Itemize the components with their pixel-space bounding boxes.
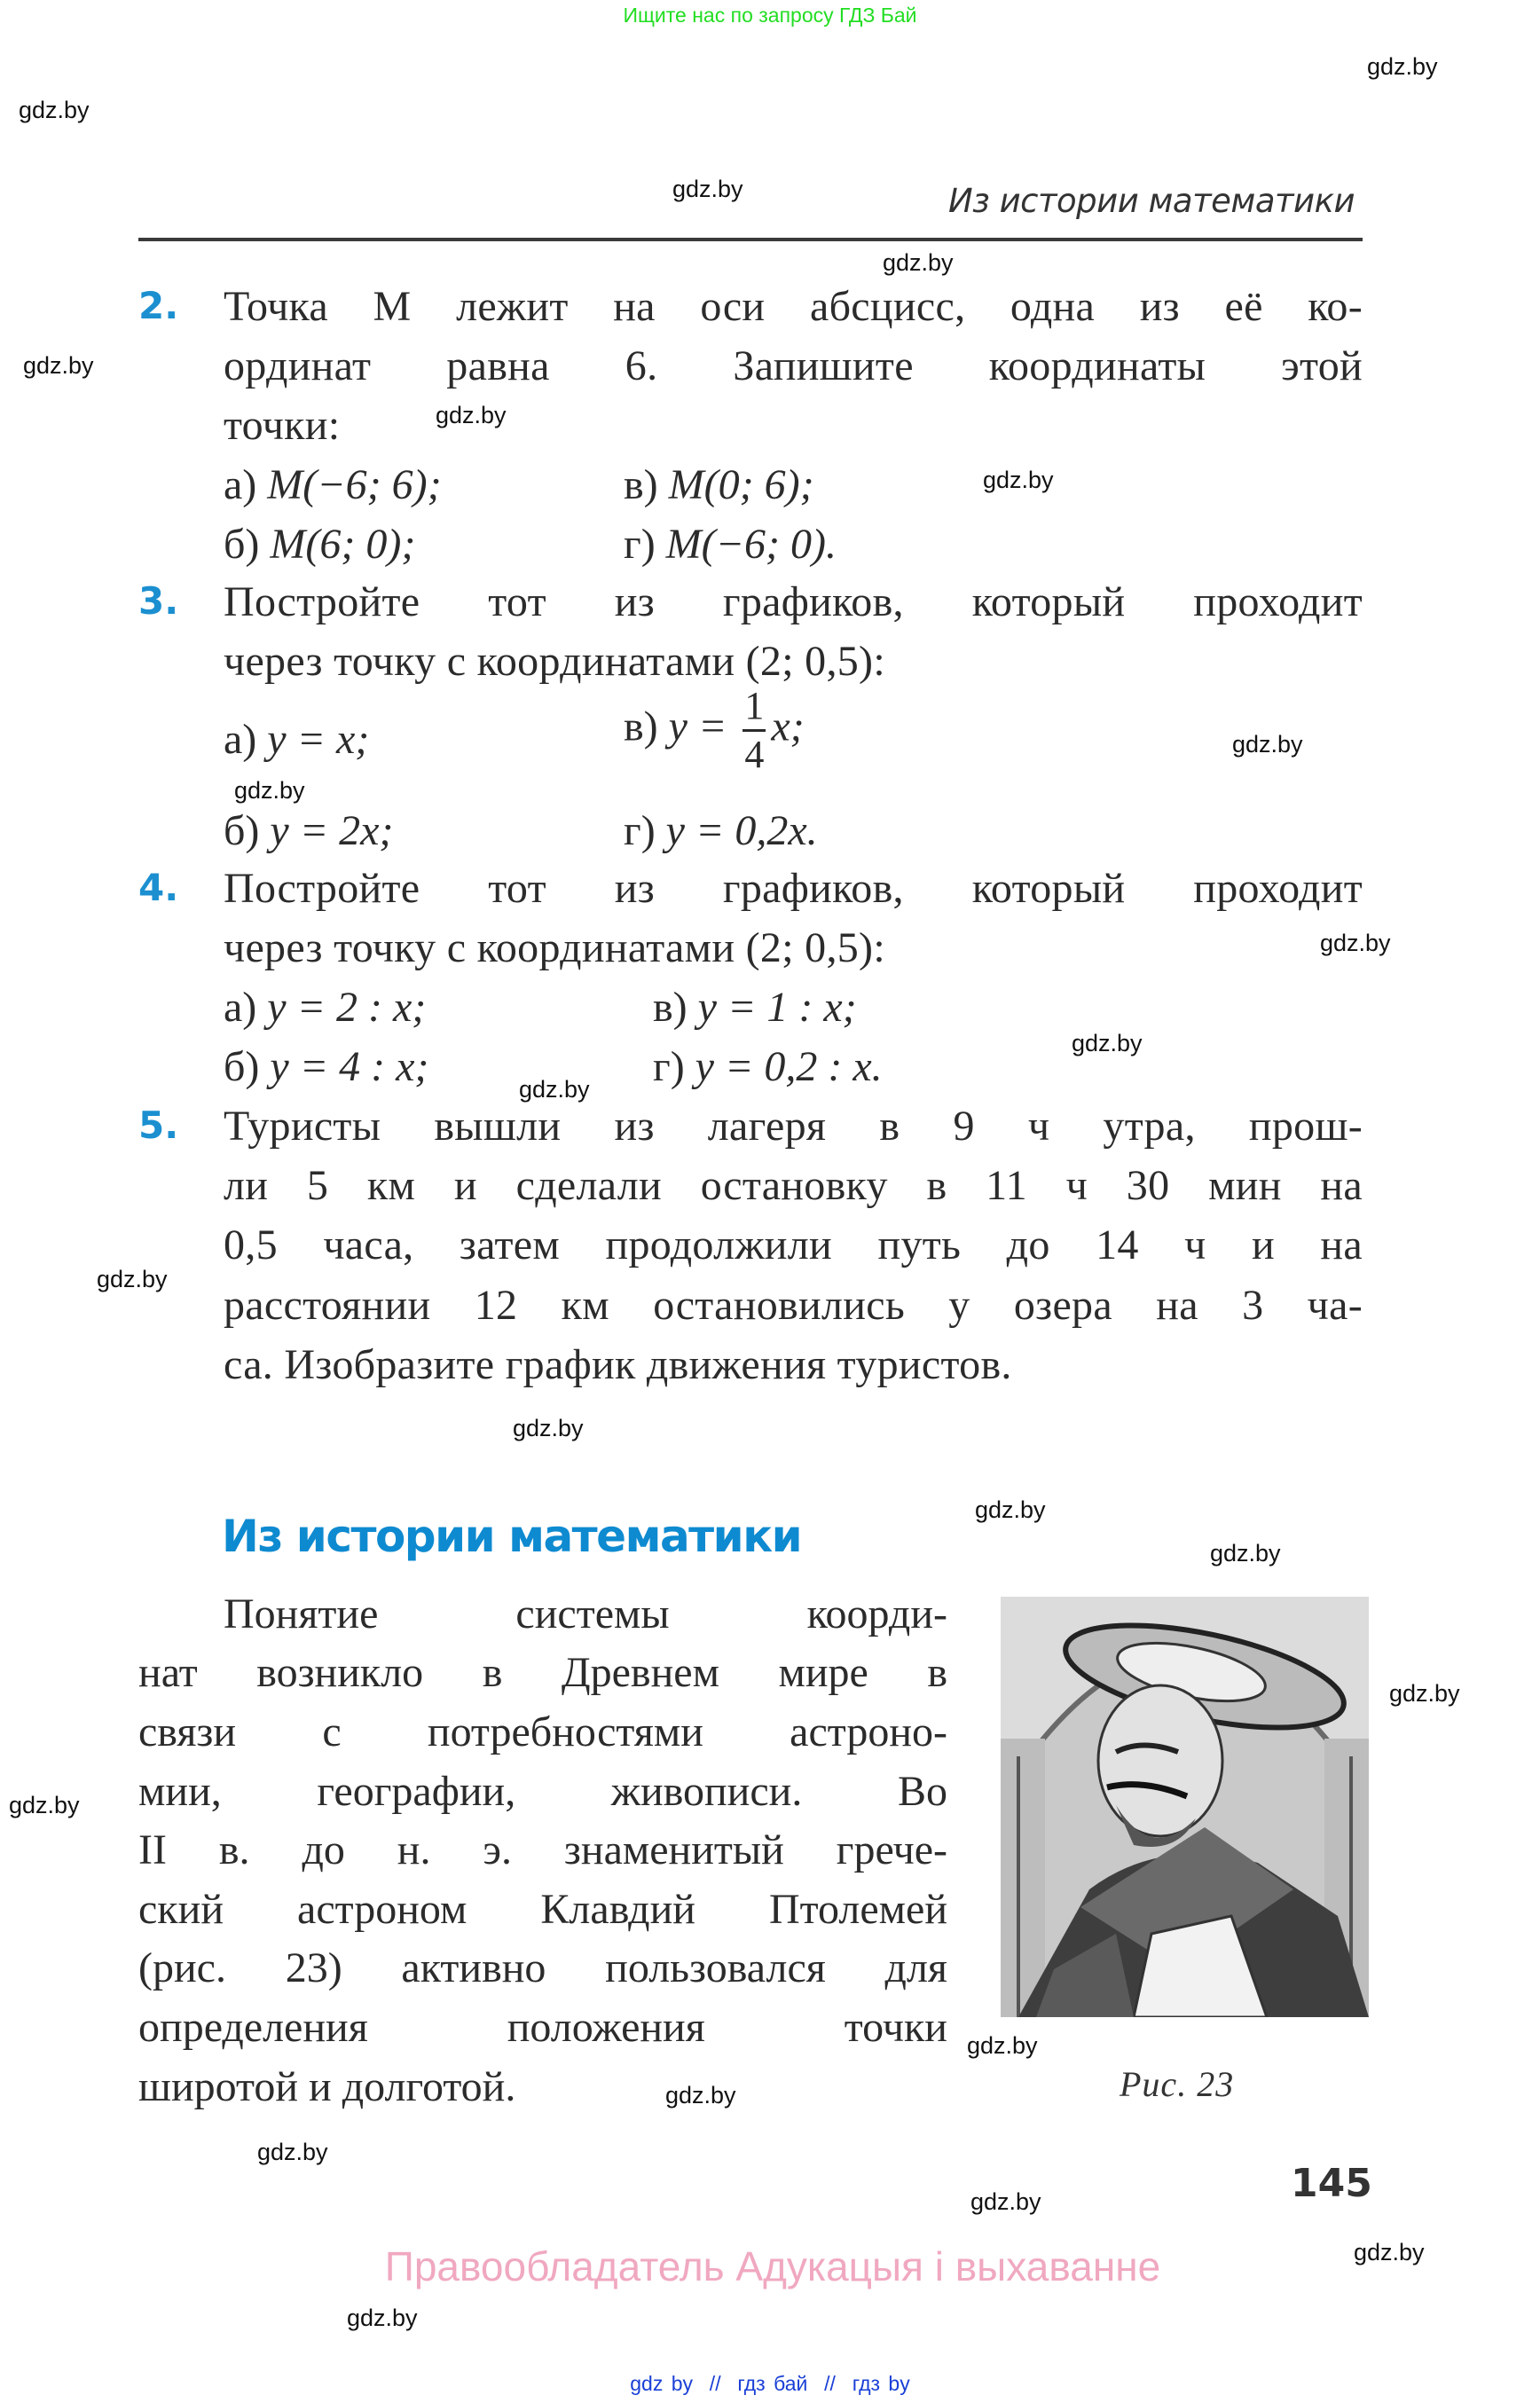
watermark: gdz.by [975, 1496, 1046, 1523]
exercise-text-line: Постройте тот из графиков, который проходит [224, 865, 1363, 912]
exercise-text-line: са. Изобразите график движения туристов. [224, 1341, 1012, 1388]
exercise-text-line: Туристы вышли из лагеря в 9 ч утра, прош- [224, 1103, 1363, 1150]
watermark: gdz.by [1232, 731, 1303, 758]
watermark: gdz.by [665, 2082, 736, 2109]
paragraph-line: (рис. 23) активно пользовался для [138, 1944, 947, 1991]
watermark: gdz.by [1072, 1030, 1143, 1056]
watermark: gdz.by [9, 1792, 80, 1818]
watermark: gdz.by [519, 1076, 590, 1103]
figure-caption: Рис. 23 [1120, 2064, 1235, 2104]
exercise-text-line: через точку с координатами (2; 0,5): [224, 638, 885, 685]
paragraph-line: связи с потребностями астроно- [138, 1708, 947, 1755]
exercise-text-line: ли 5 км и сделали остановку в 11 ч 30 мин на [224, 1162, 1363, 1209]
promo-banner[interactable]: Ищите нас по запросу ГДЗ Бай [623, 4, 917, 27]
watermark: gdz.by [97, 1266, 168, 1292]
option-v: в) M(0; 6); [624, 461, 814, 508]
watermark: gdz.by [23, 352, 94, 379]
watermark: gdz.by [970, 2188, 1041, 2215]
option-v: в) y = $\frac{1}{4}$ x; [624, 684, 805, 776]
watermark: gdz.by [257, 2139, 328, 2165]
watermark: gdz.by [1367, 53, 1438, 80]
option-b: б) M(6; 0); [224, 521, 416, 568]
option-v: в) y = 1 : x; [653, 984, 857, 1031]
fraction: $\frac{1}{4}$ [744, 684, 765, 776]
watermark: gdz.by [513, 1415, 584, 1441]
paragraph-line: мии, географии, живописи. Во [138, 1768, 947, 1815]
exercise-number: 4. [138, 866, 179, 909]
copyright-notice: Правообладатель Адукацыя і выхаванне [384, 2243, 1161, 2289]
paragraph-line: ский астроном Клавдий Птолемей [138, 1886, 947, 1933]
exercise-number: 5. [138, 1103, 179, 1147]
exercise-number: 3. [138, 579, 179, 623]
option-a: а) y = 2 : x; [224, 984, 427, 1031]
exercise-text-line: через точку с координатами (2; 0,5): [224, 924, 885, 971]
exercise-text-line: Постройте тот из графиков, который проходит [224, 578, 1363, 625]
paragraph-line: определения положения точки [138, 2004, 947, 2051]
option-g: г) y = 0,2x. [624, 807, 818, 854]
option-b: б) y = 2x; [224, 807, 394, 854]
watermark: gdz.by [234, 777, 305, 804]
option-a: а) M(−6; 6); [224, 461, 442, 508]
exercise-text-line: 0,5 часа, затем продолжили путь до 14 ч и на [224, 1221, 1363, 1268]
option-a: а) y = x; [224, 716, 370, 763]
option-g: г) M(−6; 0). [624, 521, 837, 568]
running-head: Из истории математики [947, 182, 1355, 220]
footer-links[interactable]: gdz by // гдз бай // гдз by [630, 2372, 910, 2395]
watermark: gdz.by [347, 2305, 418, 2331]
exercise-text-line: Точка M лежит на оси абсцисс, одна из её ко- [224, 283, 1363, 330]
option-b: б) y = 4 : x; [224, 1043, 429, 1090]
exercise-text-line: точки: [224, 402, 341, 449]
header-rule [138, 238, 1363, 241]
watermark: gdz.by [19, 97, 90, 123]
ptolemy-portrait-image [1001, 1597, 1369, 2017]
watermark: gdz.by [1210, 1540, 1281, 1567]
watermark: gdz.by [967, 2032, 1038, 2059]
watermark: gdz.by [672, 176, 743, 202]
watermark: gdz.by [883, 249, 954, 276]
exercise-text-line: расстоянии 12 км остановились у озера на 3 ча- [224, 1282, 1363, 1329]
paragraph-line: II в. до н. э. знаменитый грече- [138, 1826, 947, 1873]
watermark: gdz.by [1389, 1680, 1460, 1707]
exercise-text-line: ординат равна 6. Запишите координаты этой [224, 342, 1363, 389]
page-number: 145 [1291, 2161, 1372, 2206]
fraction-bar [742, 729, 766, 732]
watermark: gdz.by [983, 467, 1054, 493]
watermark: gdz.by [1354, 2239, 1425, 2266]
paragraph-line: Понятие системы коорди- [224, 1590, 947, 1637]
option-g: г) y = 0,2 : x. [653, 1043, 883, 1090]
watermark: gdz.by [1320, 930, 1391, 956]
paragraph-line: нат возникло в Древнем мире в [138, 1649, 947, 1696]
watermark: gdz.by [436, 402, 507, 428]
exercise-number: 2. [138, 284, 179, 327]
section-heading: Из истории математики [222, 1511, 802, 1562]
paragraph-line: широтой и долготой. [138, 2063, 516, 2110]
